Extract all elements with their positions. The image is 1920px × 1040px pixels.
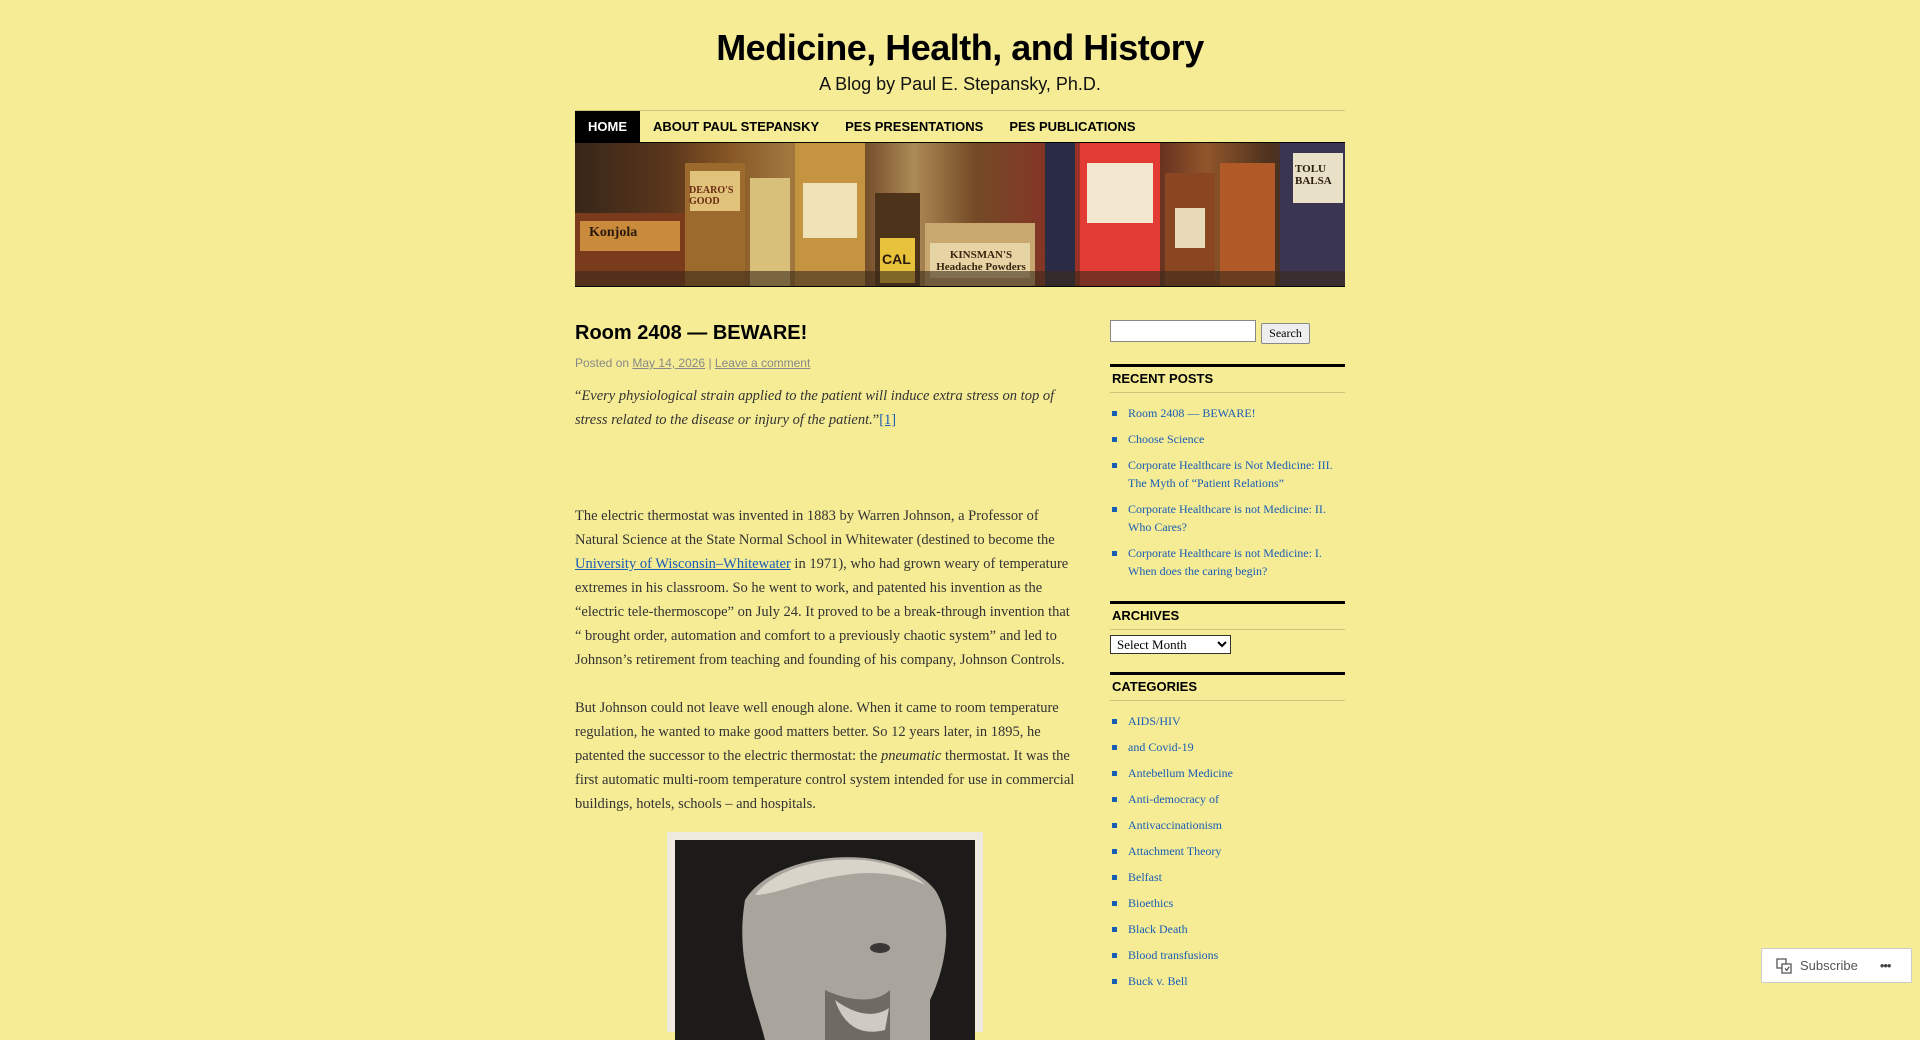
category-item[interactable]: Buck v. Bell xyxy=(1110,972,1345,990)
portrait-image xyxy=(675,840,975,1040)
p2-text-a: But Johnson could not leave well enough alone. When it came to room temperature regulation, he wanted to make good matters better. So 12 years later, in 1895, he patented the successor to the electric thermostat: the xyxy=(575,700,1059,764)
posted-on-label: Posted on xyxy=(575,356,630,370)
category-item[interactable]: Blood transfusions xyxy=(1110,946,1345,964)
footnote-link[interactable]: [1] xyxy=(879,412,897,428)
post-content xyxy=(575,318,1075,816)
recent-posts-list xyxy=(1110,404,1345,580)
category-item[interactable]: Antebellum Medicine xyxy=(1110,764,1345,782)
recent-post-item[interactable]: Corporate Healthcare is not Medicine: I. When does the caring begin? xyxy=(1110,544,1345,580)
uw-whitewater-link[interactable]: University of Wisconsin–Whitewater xyxy=(575,556,791,572)
categories-list xyxy=(1110,712,1345,990)
banner-label: Konjola xyxy=(589,225,638,240)
leave-comment-link[interactable]: Leave a comment xyxy=(714,356,811,370)
recent-post-item[interactable]: Corporate Healthcare is Not Medicine: III. The Myth of “Patient Relations” xyxy=(1110,456,1345,492)
subscribe-button[interactable]: Subscribe xyxy=(1800,958,1858,973)
portrait-illustration xyxy=(675,840,975,1040)
banner-label: DEARO'S GOOD xyxy=(689,185,734,207)
archives-dropdown[interactable] xyxy=(1110,635,1231,654)
site-description: A Blog by Paul E. Stepansky, Ph.D. xyxy=(819,74,1101,94)
search-button[interactable]: Search xyxy=(1261,323,1310,344)
p2-emphasis: pneumatic xyxy=(881,748,942,764)
paragraph-1 xyxy=(575,504,1075,672)
paragraph-2 xyxy=(575,696,1075,816)
post-meta xyxy=(575,354,1075,372)
epigraph-quote xyxy=(575,384,1075,432)
search-input[interactable] xyxy=(1110,320,1256,342)
quote-text: Every physiological strain applied to the patient will induce extra stress on top of stress related to the disease or injury of the patient. xyxy=(575,388,1055,428)
category-item[interactable]: AIDS/HIV xyxy=(1110,712,1345,730)
subscribe-bar xyxy=(1761,948,1912,983)
header-banner-image xyxy=(575,142,1345,287)
category-item[interactable]: and Covid-19 xyxy=(1110,738,1345,756)
category-item[interactable]: Bioethics xyxy=(1110,894,1345,912)
subscribe-icon[interactable] xyxy=(1776,958,1792,974)
nav-pes-publications[interactable]: PES PUBLICATIONS xyxy=(1009,119,1136,134)
post-title[interactable]: Room 2408 — BEWARE! xyxy=(575,322,808,344)
category-item[interactable]: Black Death xyxy=(1110,920,1345,938)
archives-title: ARCHIVES xyxy=(1110,601,1345,630)
banner-label: CAL xyxy=(882,251,911,267)
category-item[interactable]: Belfast xyxy=(1110,868,1345,886)
warren-johnson-photo[interactable] xyxy=(667,832,983,1032)
meta-separator: | xyxy=(708,356,712,370)
categories-title: CATEGORIES xyxy=(1110,672,1345,701)
p1-text-a: The electric thermostat was invented in 1883 by Warren Johnson, a Professor of Natural Science at the State Normal School in Whitewater (destined to become the xyxy=(575,508,1055,548)
more-options-icon[interactable]: ••• xyxy=(1879,958,1891,973)
recent-posts-title: RECENT POSTS xyxy=(1110,364,1345,393)
site-title[interactable]: Medicine, Health, and History xyxy=(716,27,1204,68)
nav-pes-presentations[interactable]: PES PRESENTATIONS xyxy=(845,119,984,134)
recent-post-item[interactable]: Room 2408 — BEWARE! xyxy=(1110,404,1345,422)
nav-about-paul-stepansky[interactable]: ABOUT PAUL STEPANSKY xyxy=(653,119,820,134)
category-item[interactable]: Anti-democracy of xyxy=(1110,790,1345,808)
category-item[interactable]: Attachment Theory xyxy=(1110,842,1345,860)
category-item[interactable]: Antivaccinationism xyxy=(1110,816,1345,834)
p1-text-b: in 1971), who had grown weary of temperature extremes in his classroom. So he went to work, and patented his invention as the “electric tele-thermoscope” on July 24. It proved to be a break-through invention that “ brought order, automation and comfort to a previously chaotic system” and led to Johnson’s retirement from teaching and founding of his company, Johnson Controls. xyxy=(575,556,1070,668)
quote-open: “ xyxy=(575,388,582,404)
quote-close: ” xyxy=(872,412,880,428)
main-nav xyxy=(575,111,1149,143)
p2-text-b: thermostat. It was the first automatic multi-room temperature control system intended for use in commercial buildings, hotels, schools – and hospitals. xyxy=(575,748,1075,812)
nav-home[interactable]: HOME xyxy=(575,111,640,143)
banner-label: TOLU BALSA xyxy=(1295,163,1332,187)
recent-post-item[interactable]: Choose Science xyxy=(1110,430,1345,448)
recent-post-item[interactable]: Corporate Healthcare is not Medicine: II. Who Cares? xyxy=(1110,500,1345,536)
banner-label: KINSMAN'S Headache Powders xyxy=(936,249,1026,273)
post-date-link[interactable]: May 14, 2026 xyxy=(632,356,706,370)
